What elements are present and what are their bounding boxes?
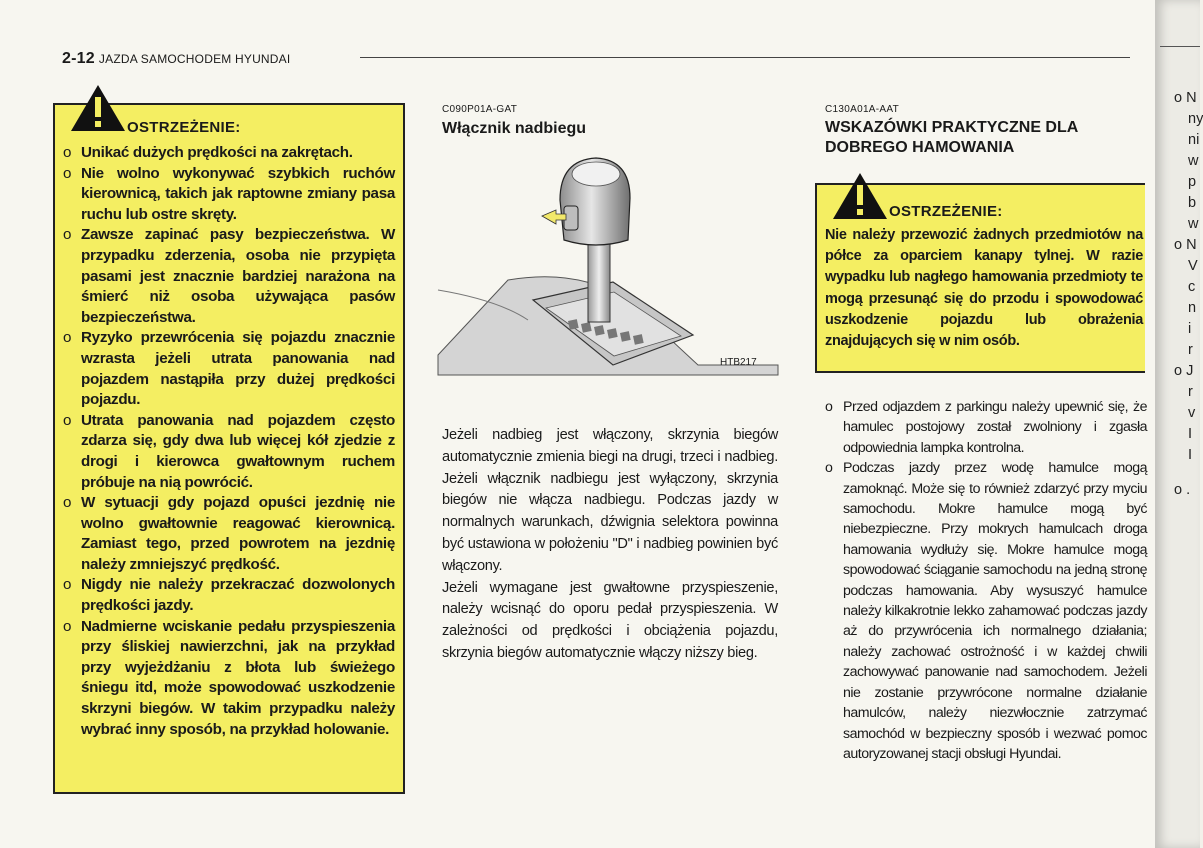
warning-item: o Nadmierne wciskanie pedału przyspieszenia przy śliskiej nawierzchni, jak na przykład przy wyjeżdżaniu z błota lub świeżego śniegu itd, może spowodować uszkodzenie skrzyni biegów. W takim przypadku należy wybrać inny sposób, na przykład holowanie.	[63, 617, 395, 741]
warning-triangle-icon	[69, 83, 127, 133]
warning-item: o Nie wolno wykonywać szybkich ruchów kierownicą, takich jak raptowne zmiany pasa ruchu lub ostre skręty.	[63, 164, 395, 226]
warning-item: o Utrata panowania nad pojazdem często zdarza się, gdy dwa lub więcej kół zjedzie z drogi i kierowca gwałtownym ruchem próbuje na nią powrócić.	[63, 411, 395, 493]
edge-fragment: r	[1188, 384, 1193, 400]
warning-item: o Unikać dużych prędkości na zakrętach.	[63, 143, 395, 164]
section-code: C090P01A-GAT	[442, 104, 518, 115]
edge-fragment: r	[1188, 342, 1193, 358]
warning-list	[63, 143, 395, 740]
edge-fragment: I	[1188, 426, 1193, 442]
warning-item: o Zawsze zapinać pasy bezpieczeństwa. W przypadku zderzenia, osoba nie przypięta pasami jest znacznie bardziej narażona na śmierć niż osoba używająca pasów bezpieczeństwa.	[63, 225, 395, 328]
overdrive-body-text	[442, 425, 778, 665]
edge-fragment: i	[1188, 321, 1192, 337]
paragraph: Jeżeli wymagane jest gwałtowne przyspieszenie, należy wcisnąć do oporu pedał przyspieszenia. W zależności od prędkości i obciążenia pojazdu, skrzynia biegów automatycznie włączy niższy bieg.	[442, 579, 778, 661]
chapter-title: JAZDA SAMOCHODEM HYUNDAI	[98, 52, 291, 66]
edge-fragment: w	[1188, 216, 1199, 232]
edge-fragment: b	[1188, 195, 1197, 211]
warning-triangle-icon	[831, 171, 889, 221]
warning-title: OSTRZEŻENIE:	[889, 203, 1003, 220]
edge-fragment: o .	[1174, 482, 1191, 498]
section-title	[825, 118, 1078, 158]
paragraph: Jeżeli nadbieg jest włączony, skrzynia biegów automatycznie zmienia biegi na drugi, trzeci i nadbieg. Jeżeli włącznik nadbiegu jest wyłączony, skrzynia biegów nie włącza nadbiegu. Podczas jazdy w normalnych warunkach, dźwignia selektora powinna być ustawiona w położeniu "D" i nadbieg powinien być włączony.	[442, 427, 778, 574]
section-title-line: DOBREGO HAMOWANIA	[825, 139, 1015, 156]
warning-box-braking	[815, 183, 1145, 373]
edge-fragment: ny	[1188, 111, 1203, 127]
page-number: 2-12	[62, 50, 95, 67]
warning-title: OSTRZEŻENIE:	[127, 119, 241, 136]
warning-item: o W sytuacji gdy pojazd opuści jezdnię nie wolno gwałtownie reagować kierownicą. Zamiast tego, przed powrotem na jezdnię należy zmniejszyć prędkość.	[63, 493, 395, 575]
edge-fragment: c	[1188, 279, 1196, 295]
header-rule	[360, 57, 1130, 58]
edge-fragment: I	[1188, 447, 1193, 463]
page-header	[62, 50, 290, 68]
edge-fragment: o N	[1174, 90, 1197, 106]
next-page-rule	[1160, 46, 1200, 47]
section-title: Włącznik nadbiegu	[442, 120, 587, 137]
warning-box-driving	[53, 103, 405, 794]
edge-fragment: ni	[1188, 132, 1200, 148]
edge-fragment: n	[1188, 300, 1197, 316]
edge-fragment: w	[1188, 153, 1199, 169]
edge-fragment: p	[1188, 174, 1197, 190]
edge-fragment: o J	[1174, 363, 1194, 379]
shift-lever-illustration	[438, 150, 778, 375]
edge-fragment: o N	[1174, 237, 1197, 253]
warning-item: o Nigdy nie należy przekraczać dozwolonych prędkości jazdy.	[63, 575, 395, 616]
list-item: o Podczas jazdy przez wodę hamulce mogą zamoknąć. Może się to również zdarzyć przy myciu samochodu. Mokre hamulce mogą być niebezpieczne. Przy mokrych hamulcach droga hamowania wydłuży się. Mokre hamulce mogą spowodować ściąganie samochodu na jedną stronę podczas hamowania. Aby wysuszyć hamulce należy kilkakrotnie lekko zahamować podczas jazdy aż do przywrócenia ich normalnego działania; należy zachować ostrożność i w każdej chwili zachowywać panowanie nad samochodem. Jeżeli nie zostanie przywrócone normalne działanie hamulców, należy niezwłocznie zatrzymać samochód w bezpieczny sposób i wezwać pomoc autoryzowanej stacji obsługi Hyundai.	[825, 458, 1147, 764]
section-code: C130A01A-AAT	[825, 104, 900, 115]
list-item: o Przed odjazdem z parkingu należy upewnić się, że hamulec postojowy został zwolniony i zgasła odpowiednia lampka kontrolna.	[825, 397, 1147, 458]
warning-item: o Ryzyko przewrócenia się pojazdu znacznie wzrasta jeżeli utrata panowania nad pojazdem nastąpiła przy dużej prędkości pojazdu.	[63, 328, 395, 410]
figure-label: HTB217	[720, 357, 757, 368]
braking-tips-list	[825, 397, 1147, 764]
edge-fragment: v	[1188, 405, 1196, 421]
warning-text: Nie należy przewozić żadnych przedmiotów na półce za oparciem kanapy tylnej. W razie wypadku lub nagłego hamowania przedmioty te mogą przesunąć się do przodu i spowodować uszkodzenie pojazdu lub obrażenia znajdujących się w nim osób.	[825, 227, 1143, 350]
edge-fragment: V	[1188, 258, 1198, 274]
section-title-line: WSKAZÓWKI PRAKTYCZNE DLA	[825, 119, 1079, 136]
